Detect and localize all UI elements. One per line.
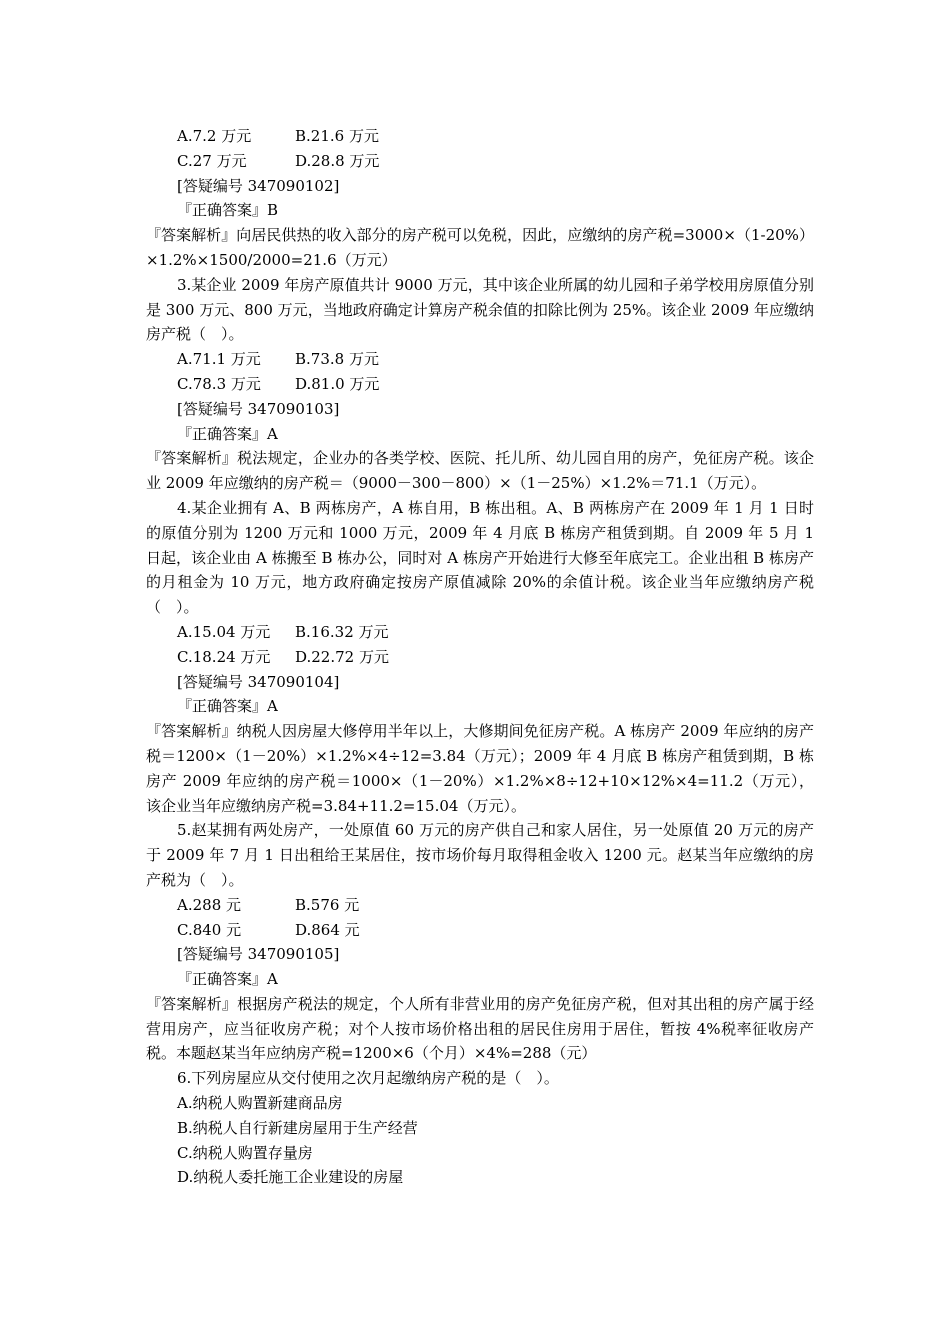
q3-answer-analysis: 『答案解析』税法规定，企业办的各类学校、医院、托儿所、幼儿园自用的房产，免征房产税。该企业 2009 年应缴纳的房产税＝（9000－300－800）×（1－25%）×1.2%＝71.1（万元）。	[146, 449, 814, 493]
q5-options-row-1	[146, 893, 814, 918]
q2-options-row-2	[146, 149, 814, 174]
q4-options-row-1	[146, 620, 814, 645]
q5-option-d: D.864 元	[295, 920, 360, 939]
q5-answer-analysis: 『答案解析』根据房产税法的规定，个人所有非营业用的房产免征房产税，但对其出租的房产属于经营用房产，应当征收房产税；对个人按市场价格出租的居民住房用于居住，暂按 4%税率征收房产税。本题赵某当年应纳房产税=1200×6（个月）×4%=288（元）	[146, 994, 814, 1063]
q5-stem: 5.赵某拥有两处房产，一处原值 60 万元的房产供自己和家人居住，另一处原值 20 万元的房产于 2009 年 7 月 1 日出租给王某居住，按市场价每月取得租金收入 1200 元。赵某当年应缴纳的房产税为（ ）。	[146, 821, 814, 889]
q6-stem: 6.下列房屋应从交付使用之次月起缴纳房产税的是（ ）。	[177, 1069, 559, 1088]
q5-option-a: A.288 元	[177, 895, 241, 914]
q4-option-b: B.16.32 万元	[295, 622, 389, 641]
q3-option-b: B.73.8 万元	[295, 350, 379, 369]
q4-options-row-2	[146, 645, 814, 670]
q4-option-a: A.15.04 万元	[177, 622, 271, 641]
q2-option-d: D.28.8 万元	[295, 151, 380, 170]
q2-answer-analysis: 『答案解析』向居民供热的收入部分的房产税可以免税，因此，应缴纳的房产税=3000×（1-20%）×1.2%×1500/2000=21.6（万元）	[146, 226, 814, 269]
q3-qa-number: [答疑编号 347090103]	[177, 399, 340, 418]
q2-qa-number: [答疑编号 347090102]	[177, 176, 340, 195]
q3-correct-answer: 『正确答案』A	[177, 424, 278, 443]
q3-option-c: C.78.3 万元	[177, 374, 261, 393]
q3-options-row-2	[146, 372, 814, 397]
q3-options-row-1	[146, 347, 814, 372]
q5-option-b: B.576 元	[295, 895, 360, 914]
q3-stem: 3.某企业 2009 年房产原值共计 9000 万元，其中该企业所属的幼儿园和子弟学校用房原值分别是 300 万元、800 万元，当地政府确定计算房产税余值的扣除比例为 25%。该企业 2009 年应缴纳房产税（ ）。	[146, 275, 814, 344]
q3-option-d: D.81.0 万元	[295, 374, 380, 393]
q4-option-c: C.18.24 万元	[177, 647, 271, 666]
q6-option-d: D.纳税人委托施工企业建设的房屋	[177, 1168, 404, 1187]
q4-answer-analysis: 『答案解析』纳税人因房屋大修停用半年以上，大修期间免征房产税。A 栋房产 2009 年应纳的房产税＝1200×（1－20%）×1.2%×4÷12=3.84（万元）；2009 年 4 月底 B 栋房产租赁到期，B 栋房产 2009 年应纳的房产税＝1000×（1－20%）×1.2%×8÷12+10×12%×4=11.2（万元），该企业当年应缴纳房产税=3.84+11.2=15.04（万元）。	[146, 722, 814, 815]
q5-qa-number: [答疑编号 347090105]	[177, 945, 340, 964]
q6-option-b: B.纳税人自行新建房屋用于生产经营	[177, 1118, 418, 1137]
q4-option-d: D.22.72 万元	[295, 647, 389, 666]
q5-options-row-2	[146, 918, 814, 943]
q5-correct-answer: 『正确答案』A	[177, 970, 278, 989]
q4-stem: 4.某企业拥有 A、B 两栋房产，A 栋自用，B 栋出租。A、B 两栋房产在 2009 年 1 月 1 日时的原值分别为 1200 万元和 1000 万元，2009 年 4 月底 B 栋房产租赁到期。自 2009 年 5 月 1 日起，该企业由 A 栋搬至 B 栋办公，同时对 A 栋房产开始进行大修至年底完工。企业出租 B 栋房产的月租金为 10 万元，地方政府确定按房产原值减除 20%的余值计税。该企业当年应缴纳房产税（ ）。	[146, 498, 814, 617]
q2-option-b: B.21.6 万元	[295, 127, 379, 145]
q2-option-a: A.7.2 万元	[177, 127, 252, 145]
q6-option-a: A.纳税人购置新建商品房	[177, 1094, 343, 1113]
q4-correct-answer: 『正确答案』A	[177, 697, 278, 716]
q6-option-c: C.纳税人购置存量房	[177, 1143, 313, 1162]
q5-option-c: C.840 元	[177, 920, 242, 939]
q3-option-a: A.71.1 万元	[177, 350, 261, 369]
document-page	[146, 124, 814, 1190]
q4-qa-number: [答疑编号 347090104]	[177, 672, 340, 691]
q2-option-c: C.27 万元	[177, 151, 247, 170]
q2-options-row-1	[146, 124, 814, 149]
q2-correct-answer: 『正确答案』B	[177, 201, 279, 220]
